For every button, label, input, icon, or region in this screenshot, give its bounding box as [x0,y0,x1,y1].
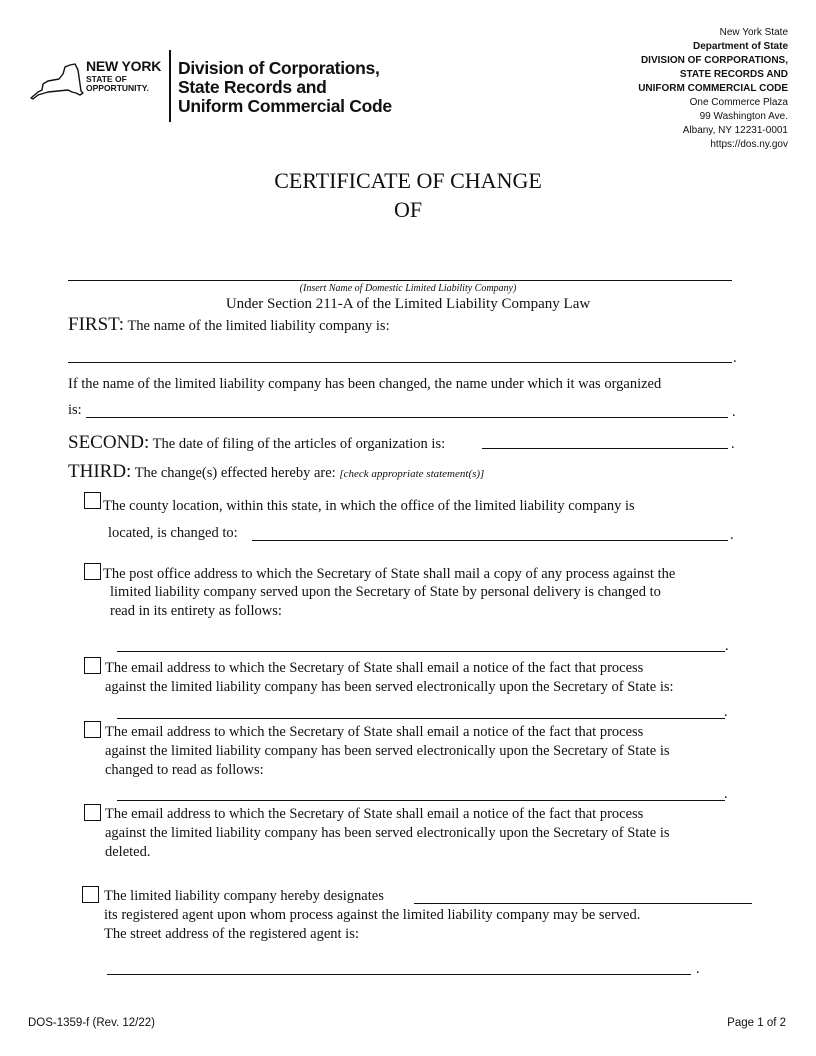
address-line: DIVISION OF CORPORATIONS, [640,55,788,66]
email-change-option-text: against the limited liability company has been served electronically upon the Secretary of State is [105,743,670,759]
page-number: Page 1 of 2 [727,1017,786,1029]
second-section [68,432,445,454]
agency-address [638,26,788,152]
logo-tagline-1: STATE OF [86,74,127,84]
address-line: One Commerce Plaza [689,97,788,108]
third-label: THIRD: [68,461,132,482]
statute-reference: Under Section 211-A of the Limited Liability Company Law [225,296,591,312]
agent-option-text: The limited liability company hereby designates [104,888,384,904]
email-delete-option-text: against the limited liability company has been served electronically upon the Secretary of State is [105,825,670,841]
email-change-field[interactable] [117,800,725,801]
email-add-option-text: against the limited liability company has been served electronically upon the Secretary of State is: [105,679,674,695]
period: . [725,638,729,654]
email-add-checkbox[interactable] [84,657,101,674]
form-title: CERTIFICATE OF CHANGE [274,168,542,193]
first-text: The name of the limited liability company is: [127,318,390,334]
email-add-field[interactable] [117,718,725,719]
county-option-text: The county location, within this state, in which the office of the limited liability company is [103,498,635,514]
county-change-checkbox[interactable] [84,492,101,509]
form-title-of: OF [393,197,423,222]
first-section [68,314,390,336]
website-link[interactable]: https://dos.ny.gov [710,139,788,150]
county-option-text: located, is changed to: [108,525,238,541]
email-delete-checkbox[interactable] [84,804,101,821]
form-number: DOS-1359-f (Rev. 12/22) [28,1017,155,1029]
filing-date-field[interactable] [482,448,728,449]
changed-name-text: If the name of the limited liability company has been changed, the name under which it was organized [68,376,662,392]
company-name-field[interactable] [68,280,732,281]
registered-agent-address-field[interactable] [107,974,691,975]
is-label: is: [68,402,82,418]
email-delete-option-text: The email address to which the Secretary of State shall email a notice of the fact that process [105,806,644,822]
address-line: Albany, NY 12231-0001 [682,125,788,136]
second-text: The date of filing of the articles of organization is: [152,436,446,452]
email-add-option-text: The email address to which the Secretary of State shall email a notice of the fact that process [105,660,644,676]
address-line: STATE RECORDS AND [679,69,788,80]
address-line: 99 Washington Ave. [699,111,788,122]
period: . [696,961,700,977]
company-current-name-field[interactable] [68,362,732,363]
period: . [724,786,728,802]
po-address-change-checkbox[interactable] [84,563,101,580]
county-field[interactable] [252,540,728,541]
email-change-checkbox[interactable] [84,721,101,738]
third-text: The change(s) effected hereby are: [134,465,336,481]
address-line: UNIFORM COMMERCIAL CODE [638,83,788,94]
logo-divider [169,50,171,122]
logo-division-line-1: Division of Corporations, [178,58,380,78]
po-option-text: read in its entirety as follows: [110,603,282,619]
company-name-caption: (Insert Name of Domestic Limited Liability Company) [299,283,517,294]
address-line: New York State [719,27,788,38]
nys-dos-logo [28,50,408,124]
original-name-field[interactable] [86,417,728,418]
registered-agent-checkbox[interactable] [82,886,99,903]
agent-option-text: its registered agent upon whom process against the limited liability company may be served. [104,907,641,923]
second-label: SECOND: [68,432,150,453]
period: . [733,350,737,366]
new-york-state-outline-icon [28,62,86,102]
address-line: Department of State [692,41,788,52]
po-address-field[interactable] [117,651,725,652]
email-change-option-text: The email address to which the Secretary of State shall email a notice of the fact that process [105,724,644,740]
logo-tagline-2: OPPORTUNITY. [86,83,149,93]
first-label: FIRST: [68,314,125,335]
period: . [724,704,728,720]
third-section [68,461,484,483]
period: . [731,436,735,452]
po-option-text: limited liability company served upon the Secretary of State by personal delivery is changed to [110,584,661,600]
period: . [730,527,734,543]
registered-agent-name-field[interactable] [414,903,752,904]
period: . [732,404,736,420]
email-delete-option-text: deleted. [105,844,151,860]
logo-division-line-3: Uniform Commercial Code [178,96,392,116]
email-change-option-text: changed to read as follows: [105,762,264,778]
agent-option-text: The street address of the registered agent is: [104,926,359,942]
po-option-text: The post office address to which the Secretary of State shall mail a copy of any process against the [103,566,676,582]
logo-division-line-2: State Records and [178,77,327,97]
third-hint: [check appropriate statement(s)] [339,468,485,480]
logo-state-name: NEW YORK [86,58,162,74]
